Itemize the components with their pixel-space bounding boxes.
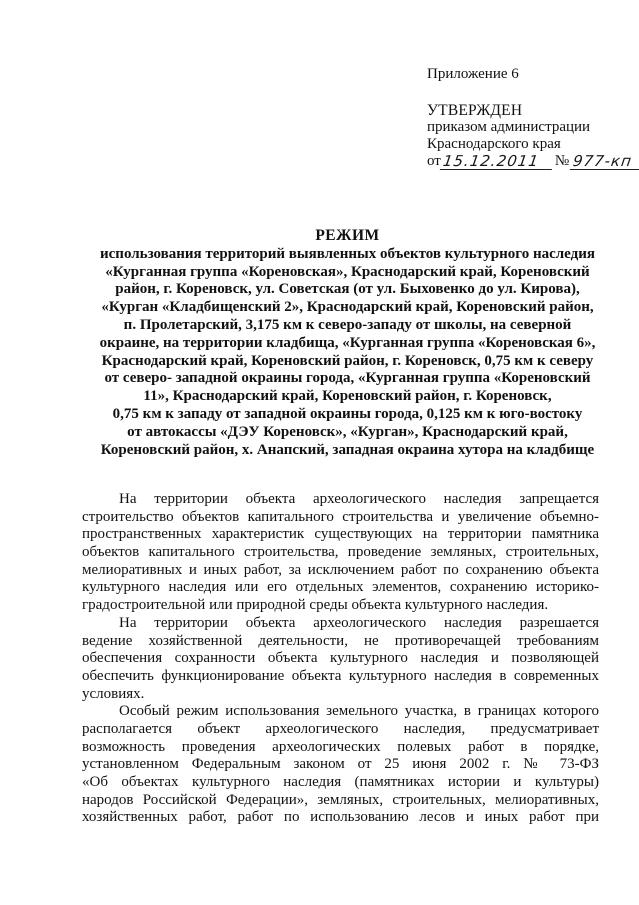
approval-line: Краснодарского края (427, 136, 561, 152)
text-line: возможность проведения археологических полевых работ в порядке, (82, 738, 599, 755)
title-heading: РЕЖИМ (315, 227, 380, 244)
text-line: На территории объекта археологического наследия разрешается (119, 614, 599, 631)
title-line: 0,75 км к западу от западной окраины города, 0,125 км к юго-востоку (112, 405, 583, 422)
date-number-line (427, 152, 634, 172)
text-line: пространственных характеристик существующих на территории памятника (82, 526, 599, 543)
paragraph (82, 491, 599, 615)
paragraph (82, 615, 599, 703)
handwritten-date: 15.12.2011 (440, 153, 554, 170)
title-line: от северо- западной окраины города, «Курганная группа «Кореновский (104, 370, 591, 387)
text-line: мелиоративных и иных работ, за исключением работ по сохранению объекта (82, 561, 599, 578)
text-line: установленном Федеральным законом от 25 июня 2002 г. № 73-ФЗ (82, 756, 599, 773)
title-line: «Курганная группа «Кореновская», Краснодарский край, Кореновский (105, 263, 590, 280)
text-line: хозяйственных работ, работ по использованию лесов и иных работ при (82, 809, 599, 826)
title-line: использования территорий выявленных объектов культурного наследия (100, 245, 595, 262)
number-prefix: № (554, 153, 570, 169)
text-line: народов Российской Федерации», земляных, строительных, мелиоративных, (82, 791, 599, 808)
title-line: Краснодарский край, Кореновский район, г. Кореновск, 0,75 км к северу (101, 352, 594, 369)
handwritten-number: 977-кп (570, 153, 639, 170)
text-line: ведение хозяйственной деятельности, не противоречащей требованиям (82, 632, 599, 649)
approved-heading: УТВЕРЖДЕН (427, 102, 523, 119)
text-line: строительство объектов капитального строительства и увеличение объемно- (82, 508, 599, 525)
title-line: от автокассы «ДЭУ Кореновск», «Курган», Краснодарский край, (127, 423, 568, 440)
text-line: Особый режим использования земельного участка, в границах которого (119, 703, 599, 720)
document-title (90, 227, 605, 459)
text-line: обеспечения сохранности объекта культурного наследия и позволяющей (82, 650, 599, 667)
paragraph (82, 703, 599, 827)
appendix-label: Приложение 6 (427, 66, 519, 82)
approval-line: приказом администрации (427, 119, 591, 135)
text-line: располагается объект археологического наследия, предусматривает (82, 720, 599, 737)
text-line: объектов капитального строительства, проведение земляных, строительных, (82, 544, 599, 561)
title-line: 11», Краснодарский край, Кореновский район, г. Кореновск, (143, 388, 552, 405)
title-line: «Курган «Кладбищенский 2», Краснодарский край, Кореновский район, (101, 299, 594, 316)
text-line: условиях. (82, 685, 145, 702)
date-prefix: от (427, 153, 441, 169)
text-line: На территории объекта археологического наследия запрещается (119, 491, 599, 507)
approval-block (427, 66, 634, 172)
title-line: окраине, на территории кладбища, «Курганная группа «Кореновская 6», (99, 334, 596, 351)
text-line: «Об объектах культурного наследия (памятниках истории и культуры) (82, 774, 599, 790)
title-line: район, г. Кореновск, ул. Советская (от ул. Быховенко до ул. Кирова), (115, 281, 580, 298)
text-line: обеспечить функционирование объекта культурного наследия в современных (82, 667, 599, 684)
title-line: Кореновский район, х. Анапский, западная окраина хутора на кладбище (100, 441, 595, 458)
text-line: градостроительной или природной среды объекта культурного наследия. (82, 597, 549, 614)
body-text (82, 491, 599, 827)
title-line: п. Пролетарский, 3,175 км к северо-западу от школы, на северной (123, 316, 572, 333)
text-line: культурного наследия или его отдельных элементов, сохранению историко- (82, 579, 599, 596)
